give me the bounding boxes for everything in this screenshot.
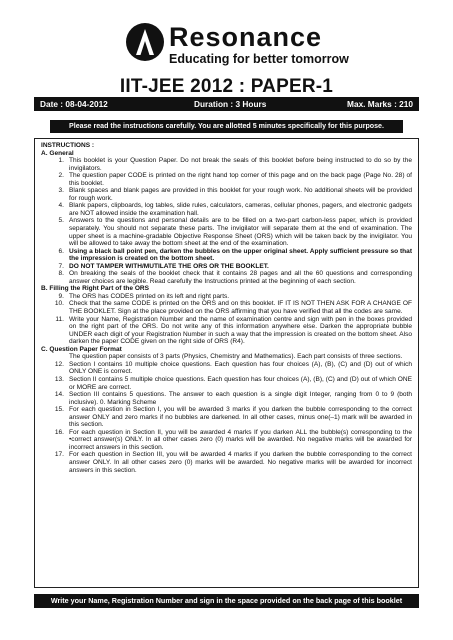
paper-title: IIT-JEE 2012 : PAPER-1 [119, 76, 334, 97]
list-item: 15. For each question in Section I, you will be awarded 3 marks if you darken the bubble corresponding to the correct answer ONLY and zero marks if no bubbles are darkened. In all other cases, minus one(–1) mark will be awarded in this section. [54, 406, 412, 429]
exam-info-bar [34, 97, 419, 111]
list-item: 14. Section III contains 5 questions. The answer to each question is a single digit Integer, ranging from 0 to 9 (both inclusive). 0. Marking Scheme [54, 391, 412, 406]
read-instructions-notice: Please read the instructions carefully. You are allotted 5 minutes specifically for this purpose. [50, 120, 403, 133]
list-item: 16. For each question in Section II, you will be awarded 4 marks If you darken ALL the bubble(s) corresponding to the •correct answer(s) ONLY. In all other cases zero (0) marks will be awarded. No negative marks will be awarded for incorrect answers in this section. [54, 428, 412, 451]
list-item: 9. The ORS has CODES printed on its left and right parts. [58, 292, 230, 300]
exam-max-marks: Max. Marks : 210 [347, 98, 413, 109]
resonance-logo [125, 22, 349, 72]
list-item: 4. Blank papers, clipboards, log tables, slide rules, calculators, cameras, cellular phones, pagers, and electronic gadgets are NOT allowed inside the examination hall. [58, 202, 412, 217]
list-item: 2. The question paper CODE is printed on the right hand top corner of this page and on the back page (Page No. 28) of this booklet. [58, 172, 412, 187]
section-title: C. Question Paper Format [41, 345, 122, 353]
instructions-heading: INSTRUCTIONS : [41, 142, 95, 149]
section-title: B. Filling the Right Part of the ORS [41, 285, 150, 293]
list-item: 6. Using a black ball point pen, darken the bubbles on the upper original sheet. Apply sufficient pressure so that the impression is created on the bottom sheet. [58, 247, 412, 263]
list-item: 3. Blank spaces and blank pages are provided in this booklet for your rough work. No additional sheets will be provided for rough work. [58, 187, 412, 202]
list-item: 11. Write your Name, Registration Number and the name of examination centre and sign with pen in the boxes provided on the right part of the ORS. Do not write any of this information anywhere else. Darken the appropriate bubble UNDER each digit of your Registration Number in such a way that the impression is created on the bottom sheet. Also darken the paper CODE given on the right side of ORS (R4). [55, 315, 412, 346]
footer-notice: Write your Name, Registration Number and sign in the space provided on the back page of this booklet [34, 594, 419, 608]
list-item: 12. Section I contains 10 multiple choice questions. Each question has four choices (A), (B), (C) and (D) out of which ONLY ONE is correct. [54, 360, 412, 376]
section-title: A. General [41, 149, 74, 157]
section-intro: The question paper consists of 3 parts (Physics, Chemistry and Mathematics). Each part consists of three sections. [69, 353, 403, 361]
instructions-box [34, 138, 419, 588]
list-item: 17. For each question in Section III, you will be awarded 4 marks if you darken the bubble corresponding to the correct answer ONLY. In all other cases zero (0) marks will be awarded. No negative marks will be awarded for incorrect answers in this section. [54, 451, 412, 474]
resonance-logo-icon [125, 22, 165, 62]
list-item: 8. On breaking the seals of the booklet check that it contains 28 pages and all the 60 questions and corresponding answer choices are legible. Read carefully the Instructions printed at the beginning of each section. [58, 270, 412, 285]
logo-name: Resonance [169, 22, 323, 52]
list-item: 1. This booklet is your Question Paper. Do not break the seals of this booklet before being instructed to do so by the invigilators. [58, 157, 412, 172]
exam-date: Date : 08-04-2012 [40, 98, 108, 109]
list-item: 7. DO NOT TAMPER WITH/MUTILATE THE ORS OR THE BOOKLET. [58, 262, 269, 270]
list-item: 10. Check that the same CODE is printed on the ORS and on this booklet. IF IT IS NOT THEN ASK FOR A CHANGE OF THE BOOKLET. Sign at the place provided on the ORS affirming that you have verified that all the codes are same. [54, 300, 412, 316]
logo-tagline: Educating for better tomorrow [169, 52, 349, 66]
list-item: 13. Section II contains 5 multiple choice questions. Each question has four choices (A), (B), (C) and (D) out of which ONE or MORE are correct. [54, 375, 412, 391]
exam-duration: Duration : 3 Hours [194, 98, 267, 109]
list-item: 5. Answers to the questions and personal details are to be filled on a two-part carbon-less paper, which is provided separately. You should not separate these parts. The invigilator will separate them at the end of examination. The upper sheet is a machine-gradable Objective Response Sheet (ORS) which will be taken back by the invigilator. You will be allowed to take away the bottom sheet at the end of the examination. [58, 217, 412, 248]
